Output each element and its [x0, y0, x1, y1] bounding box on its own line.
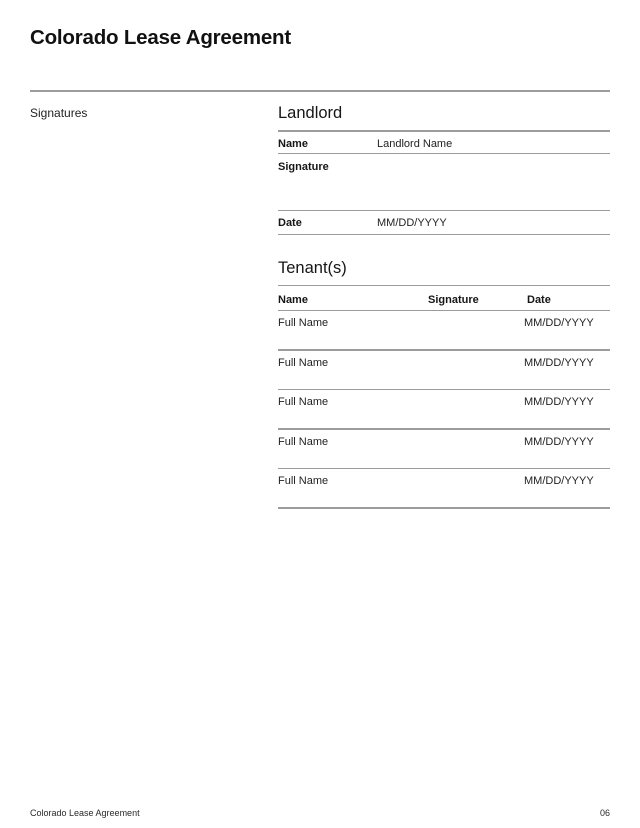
tenant-name-field[interactable]: Full Name [278, 396, 329, 408]
landlord-signature-label: Signature [278, 161, 329, 173]
tenant-name-field[interactable]: Full Name [278, 475, 329, 487]
tenant-column-date: Date [527, 294, 551, 306]
divider [278, 153, 610, 155]
landlord-signature-area[interactable] [377, 158, 610, 206]
divider [278, 389, 610, 391]
tenant-name-field[interactable]: Full Name [278, 436, 329, 448]
tenant-signature-area[interactable] [428, 475, 513, 503]
landlord-date-field[interactable]: MM/DD/YYYY [377, 217, 447, 229]
divider [278, 310, 610, 312]
landlord-date-label: Date [278, 217, 302, 229]
divider [278, 130, 610, 132]
divider [278, 507, 610, 509]
header-divider [30, 90, 610, 92]
tenant-signature-area[interactable] [428, 436, 513, 464]
tenants-heading: Tenant(s) [278, 259, 347, 277]
page-title: Colorado Lease Agreement [30, 26, 292, 49]
divider [278, 349, 610, 351]
divider [278, 428, 610, 430]
footer-doc-title: Colorado Lease Agreement [30, 808, 140, 818]
tenant-date-field[interactable]: MM/DD/YYYY [524, 396, 594, 408]
footer-page-number: 06 [599, 808, 610, 818]
tenant-signature-area[interactable] [428, 396, 513, 424]
tenant-name-field[interactable]: Full Name [278, 357, 329, 369]
tenant-column-name: Name [278, 294, 308, 306]
tenant-date-field[interactable]: MM/DD/YYYY [524, 475, 594, 487]
divider [278, 234, 610, 236]
divider [278, 210, 610, 212]
tenant-signature-area[interactable] [428, 357, 513, 385]
tenant-column-signature: Signature [428, 294, 479, 306]
divider [278, 285, 610, 287]
signatures-section-label: Signatures [30, 106, 88, 120]
tenant-signature-area[interactable] [428, 317, 513, 345]
tenant-date-field[interactable]: MM/DD/YYYY [524, 357, 594, 369]
landlord-name-field[interactable]: Landlord Name [377, 138, 453, 150]
landlord-heading: Landlord [278, 104, 343, 122]
divider [278, 468, 610, 470]
landlord-name-label: Name [278, 138, 308, 150]
tenant-name-field[interactable]: Full Name [278, 317, 329, 329]
tenant-date-field[interactable]: MM/DD/YYYY [524, 317, 594, 329]
tenant-date-field[interactable]: MM/DD/YYYY [524, 436, 594, 448]
